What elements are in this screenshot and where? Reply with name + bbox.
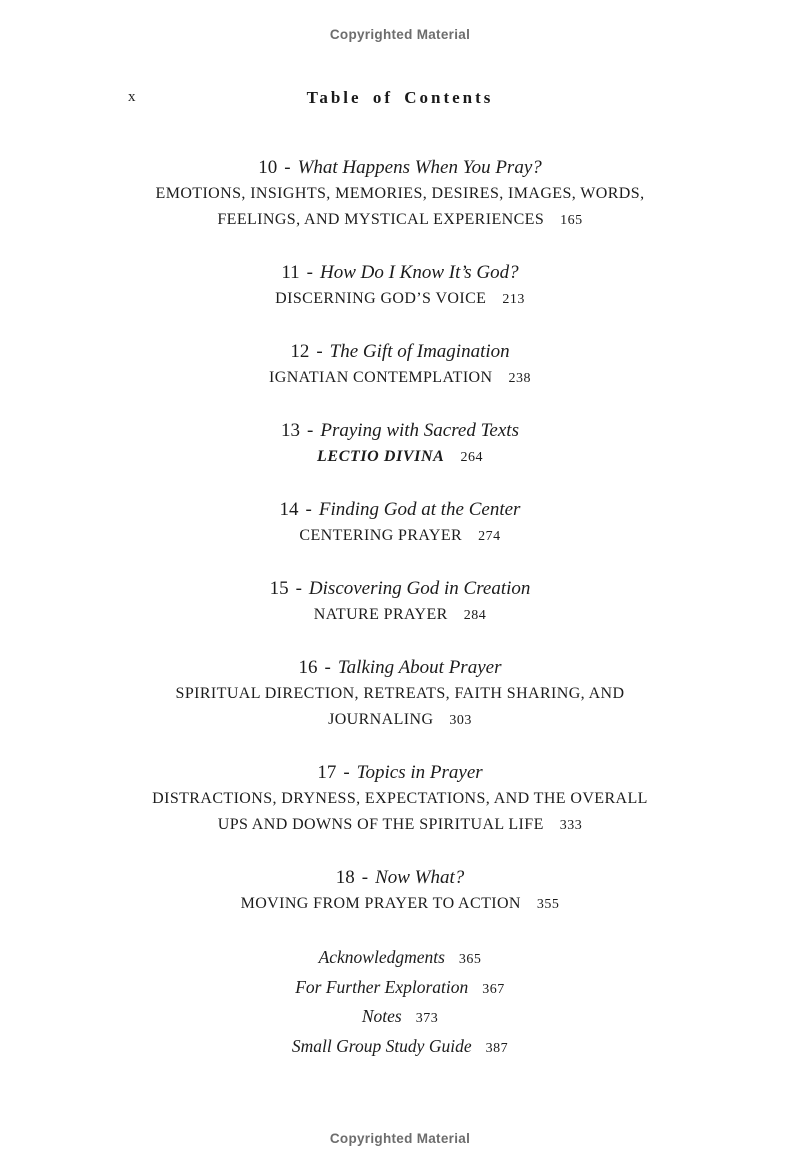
- chapter-title-line: [60, 655, 740, 681]
- chapter-title: Finding God at the Center: [318, 499, 521, 520]
- chapter-page-number: 333: [559, 818, 583, 833]
- chapter-title-line: [60, 339, 740, 365]
- chapter-separator: -: [284, 157, 291, 178]
- chapter-subtitle-line: CENTERING PRAYER 274: [299, 527, 501, 544]
- toc-chapter-list: [60, 155, 740, 918]
- chapter-title: How Do I Know It’s God?: [319, 262, 519, 283]
- chapter-title-line: [60, 497, 740, 523]
- chapter-title: Talking About Prayer: [337, 657, 502, 678]
- chapter-title-line: [60, 760, 740, 786]
- toc-chapter-entry: [60, 155, 740, 234]
- back-matter-page-number: 373: [415, 1011, 439, 1026]
- back-matter-page-number: 365: [458, 952, 482, 967]
- page-header: [0, 88, 800, 108]
- table-of-contents: [60, 155, 740, 1062]
- chapter-subtitle-line: FEELINGS, AND MYSTICAL EXPERIENCES 165: [217, 211, 583, 228]
- chapter-subtitle-line: EMOTIONS, INSIGHTS, MEMORIES, DESIRES, IMAGES, WORDS,: [155, 185, 645, 202]
- toc-chapter-entry: [60, 760, 740, 839]
- chapter-subtitle-line: UPS AND DOWNS OF THE SPIRITUAL LIFE 333: [217, 816, 583, 833]
- chapter-number: 11: [281, 262, 300, 283]
- toc-chapter-entry: [60, 497, 740, 550]
- chapter-subtitle-line: IGNATIAN CONTEMPLATION 238: [269, 369, 531, 386]
- chapter-separator: -: [295, 578, 302, 599]
- chapter-number: 12: [290, 341, 310, 362]
- toc-chapter-entry: [60, 655, 740, 734]
- back-matter-entry: [60, 944, 740, 974]
- back-matter-title: Notes: [361, 1006, 402, 1026]
- chapter-separator: -: [324, 657, 331, 678]
- back-matter-page-number: 387: [485, 1040, 509, 1056]
- chapter-subtitle-line: DISCERNING GOD’S VOICE 213: [275, 290, 525, 307]
- chapter-title-line: [60, 260, 740, 286]
- chapter-number: 18: [335, 867, 355, 888]
- chapter-title-line: [60, 576, 740, 602]
- toc-chapter-entry: [60, 260, 740, 313]
- chapter-subtitle-line: DISTRACTIONS, DRYNESS, EXPECTATIONS, AND THE OVERALL: [152, 790, 648, 807]
- chapter-separator: -: [343, 762, 350, 783]
- chapter-separator: -: [316, 341, 323, 362]
- chapter-number: 17: [317, 762, 337, 783]
- chapter-subtitle-line: MOVING FROM PRAYER TO ACTION 355: [240, 895, 560, 912]
- chapter-subtitle-line: LECTIO DIVINA 264: [317, 448, 483, 465]
- back-matter-entry: [60, 1033, 740, 1063]
- chapter-number: 14: [279, 499, 299, 520]
- chapter-page-number: 274: [478, 529, 501, 544]
- chapter-page-number: 213: [502, 292, 525, 307]
- folio-page-number: x: [128, 89, 136, 105]
- back-matter-page-number: 367: [482, 981, 505, 997]
- chapter-title: The Gift of Imagination: [329, 341, 510, 362]
- copyright-notice-bottom: Copyrighted Material: [329, 1131, 471, 1146]
- chapter-title: Discovering God in Creation: [308, 578, 531, 599]
- back-matter-title: Small Group Study Guide: [291, 1035, 472, 1056]
- back-matter-title: Acknowledgments: [318, 947, 445, 967]
- page-title: Table of Contents: [306, 88, 494, 107]
- chapter-separator: -: [361, 867, 369, 888]
- chapter-subtitle-line: NATURE PRAYER 284: [313, 606, 487, 623]
- chapter-separator: -: [306, 262, 313, 283]
- back-matter-title: For Further Exploration: [295, 976, 469, 997]
- chapter-page-number: 355: [536, 897, 560, 912]
- chapter-title-line: [60, 865, 740, 891]
- chapter-title-line: [60, 418, 740, 444]
- chapter-page-number: 303: [449, 713, 472, 728]
- chapter-subtitle-line: SPIRITUAL DIRECTION, RETREATS, FAITH SHARING, AND: [175, 685, 625, 702]
- chapter-separator: -: [305, 499, 312, 520]
- toc-chapter-entry: [60, 418, 740, 471]
- chapter-number: 15: [269, 578, 289, 599]
- chapter-page-number: 264: [460, 450, 483, 465]
- chapter-title: Now What?: [375, 867, 465, 888]
- back-matter-entry: [60, 1003, 740, 1033]
- back-matter-list: [60, 944, 740, 1062]
- chapter-title-line: [60, 155, 740, 181]
- chapter-page-number: 238: [508, 371, 531, 386]
- chapter-page-number: 165: [560, 213, 583, 228]
- chapter-title: Praying with Sacred Texts: [320, 420, 519, 441]
- chapter-number: 10: [258, 157, 278, 178]
- back-matter-entry: [60, 974, 740, 1004]
- chapter-title: Topics in Prayer: [356, 762, 483, 783]
- toc-chapter-entry: [60, 576, 740, 629]
- copyright-notice-top: Copyrighted Material: [329, 27, 471, 42]
- toc-chapter-entry: [60, 339, 740, 392]
- chapter-number: 13: [281, 420, 301, 441]
- toc-chapter-entry: [60, 865, 740, 918]
- chapter-separator: -: [307, 420, 314, 441]
- chapter-page-number: 284: [463, 608, 487, 623]
- chapter-number: 16: [298, 657, 318, 678]
- chapter-subtitle-line: JOURNALING 303: [328, 711, 472, 728]
- chapter-title: What Happens When You Pray?: [297, 157, 542, 178]
